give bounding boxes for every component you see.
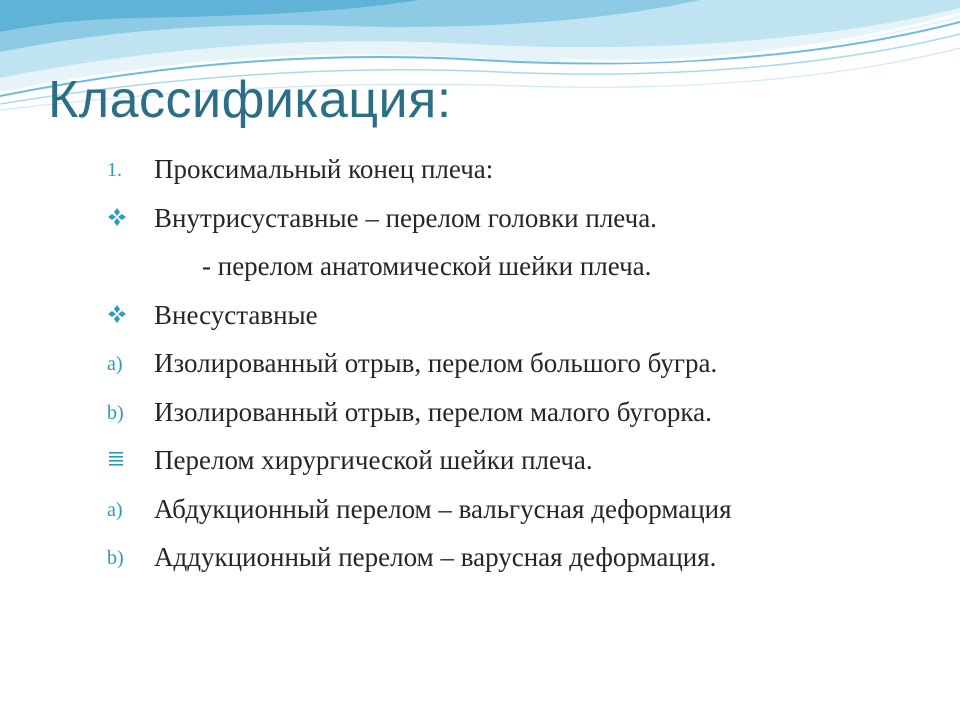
list-marker: b): [107, 401, 124, 424]
slide-title: Классификация:: [48, 71, 452, 129]
diamond-bullet-icon: [107, 205, 147, 227]
list-lines-icon: [107, 447, 147, 467]
list-item: [0, 148, 960, 197]
list-item: [0, 245, 960, 294]
list-marker: a): [107, 353, 123, 375]
list-marker: a): [107, 498, 123, 521]
list-item-text: Изолированный отрыв, перелом большого бугра.: [154, 348, 718, 378]
list-item: [0, 391, 960, 440]
list-item-text: Изолированный отрыв, перелом малого бугорка.: [154, 396, 712, 427]
list-item: [0, 536, 960, 585]
classification-list: [0, 148, 960, 585]
list-item: [0, 294, 960, 343]
list-item-text: Внутрисуставные – перелом головки плеча.: [154, 202, 657, 233]
list-item: [0, 342, 960, 391]
list-marker: 1.: [107, 159, 122, 181]
list-item: [0, 439, 960, 488]
list-item-text: Проксимальный конец плеча:: [154, 154, 494, 184]
diamond-bullet-icon: [107, 302, 147, 324]
list-item-text: Абдукционный перелом – вальгусная деформация: [154, 493, 732, 524]
list-marker: b): [107, 547, 124, 569]
list-item-text: Перелом хирургической шейки плеча.: [154, 445, 593, 475]
list-item-text: - перелом анатомической шейки плеча.: [202, 251, 652, 281]
list-item-text: Аддукционный перелом – варусная деформация.: [154, 542, 717, 572]
list-item-text: Внесуставные: [154, 299, 318, 330]
list-item: [0, 488, 960, 537]
list-item: [0, 197, 960, 246]
